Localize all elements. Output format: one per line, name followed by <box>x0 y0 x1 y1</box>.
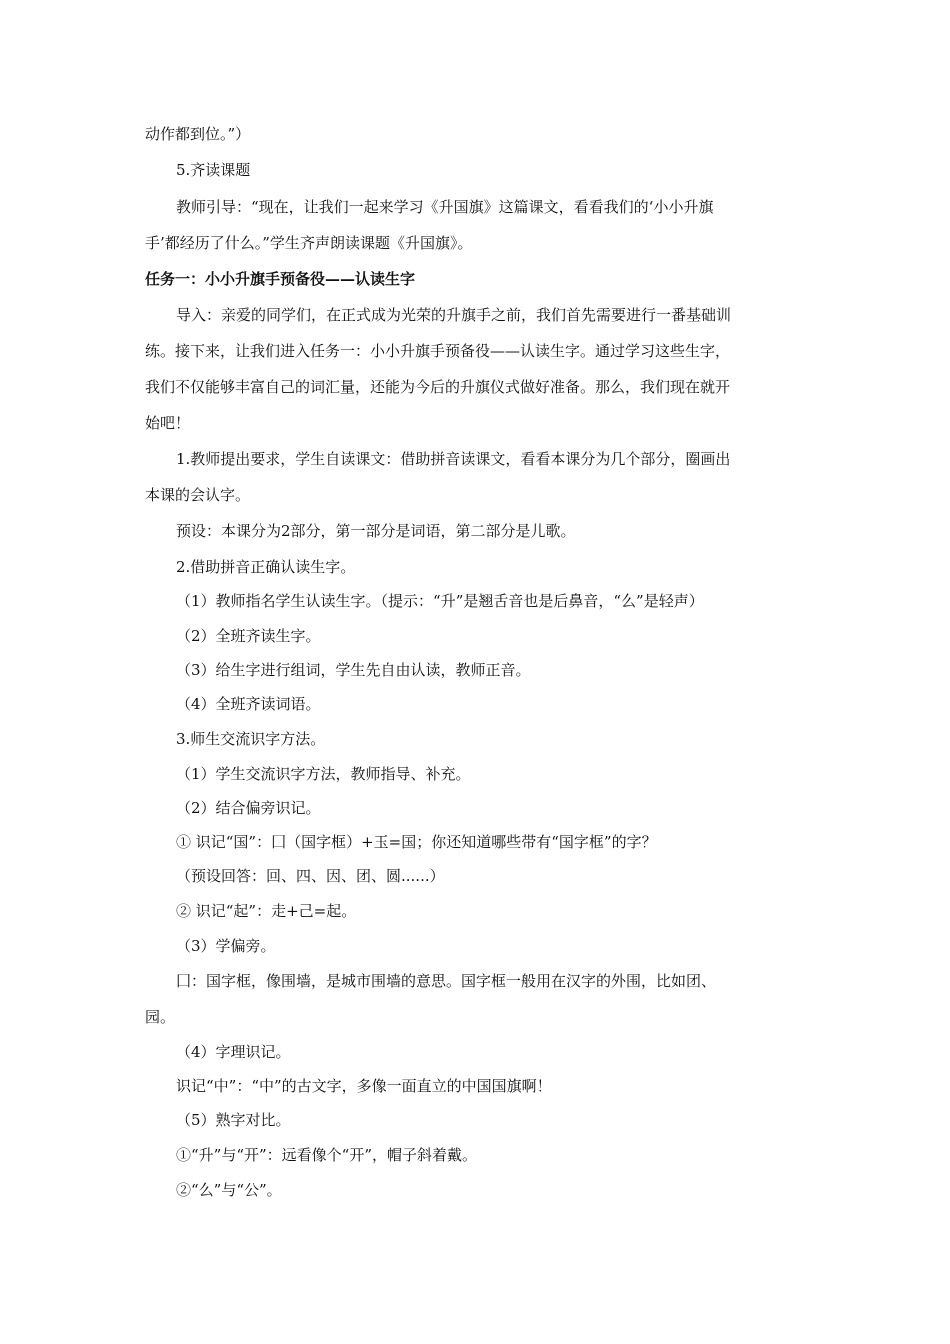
text-line: 预设：本课分为2部分，第一部分是词语，第二部分是儿歌。 <box>176 522 576 540</box>
text-line: （1）学生交流识字方法，教师指导、补充。 <box>176 765 471 783</box>
text-line: 2.借助拼音正确认读生字。 <box>176 558 356 576</box>
text-line: （1）教师指名学生认读生字。（提示：“升”是翘舌音也是后鼻音，“么”是轻声） <box>176 592 704 610</box>
text-line: 教师引导：“现在，让我们一起来学习《升国旗》这篇课文，看看我们的‘小小升旗 <box>176 198 714 216</box>
text-line: 1.教师提出要求，学生自读课文：借助拼音读课文，看看本课分为几个部分，圈画出 <box>176 450 731 468</box>
text-line: 导入：亲爱的同学们，在正式成为光荣的升旗手之前，我们首先需要进行一番基础训 <box>176 306 732 324</box>
section-heading: 5.齐读课题 <box>176 161 251 179</box>
text-line: （4）全班齐读词语。 <box>176 695 321 713</box>
text-line: ①“升”与“开”：远看像个“开”，帽子斜着戴。 <box>176 1146 478 1164</box>
text-line: 始吧！ <box>145 414 191 432</box>
text-line: 识记“中”：“中”的古文字，多像一面直立的中国国旗啊！ <box>176 1077 552 1095</box>
text-line: 囗：国字框，像围墙，是城市围墙的意思。国字框一般用在汉字的外围，比如团、 <box>176 972 717 990</box>
text-line: （2）结合偏旁识记。 <box>176 799 321 817</box>
text-line: （预设回答：回、四、因、团、圆......） <box>176 867 445 885</box>
text-line: ②“么”与“公”。 <box>176 1181 282 1199</box>
task-heading: 任务一：小小升旗手预备役——认读生字 <box>145 270 416 288</box>
text-line: （3）给生字进行组词，学生先自由认读，教师正音。 <box>176 661 531 679</box>
text-line: 我们不仅能够丰富自己的词汇量，还能为今后的升旗仪式做好准备。那么，我们现在就开 <box>145 378 731 396</box>
text-line: （5）熟字对比。 <box>176 1111 291 1129</box>
text-line: ② 识记“起”：走+己=起。 <box>176 902 357 920</box>
text-line: 练。接下来，让我们进入任务一：小小升旗手预备役——认读生字。通过学习这些生字， <box>145 342 731 360</box>
text-line: 动作都到位。”） <box>145 125 251 143</box>
text-line: 本课的会认字。 <box>145 486 251 504</box>
text-line: （2）全班齐读生字。 <box>176 627 321 645</box>
text-line: ① 识记“国”：囗（国字框）+玉=国；你还知道哪些带有“国字框”的字？ <box>176 833 657 851</box>
text-line: 3.师生交流识字方法。 <box>176 730 326 748</box>
text-line: （4）字理识记。 <box>176 1043 291 1061</box>
text-line: 园。 <box>145 1008 176 1026</box>
text-line: 手’都经历了什么。”学生齐声朗读课题《升国旗》。 <box>145 234 473 252</box>
text-line: （3）学偏旁。 <box>176 937 276 955</box>
